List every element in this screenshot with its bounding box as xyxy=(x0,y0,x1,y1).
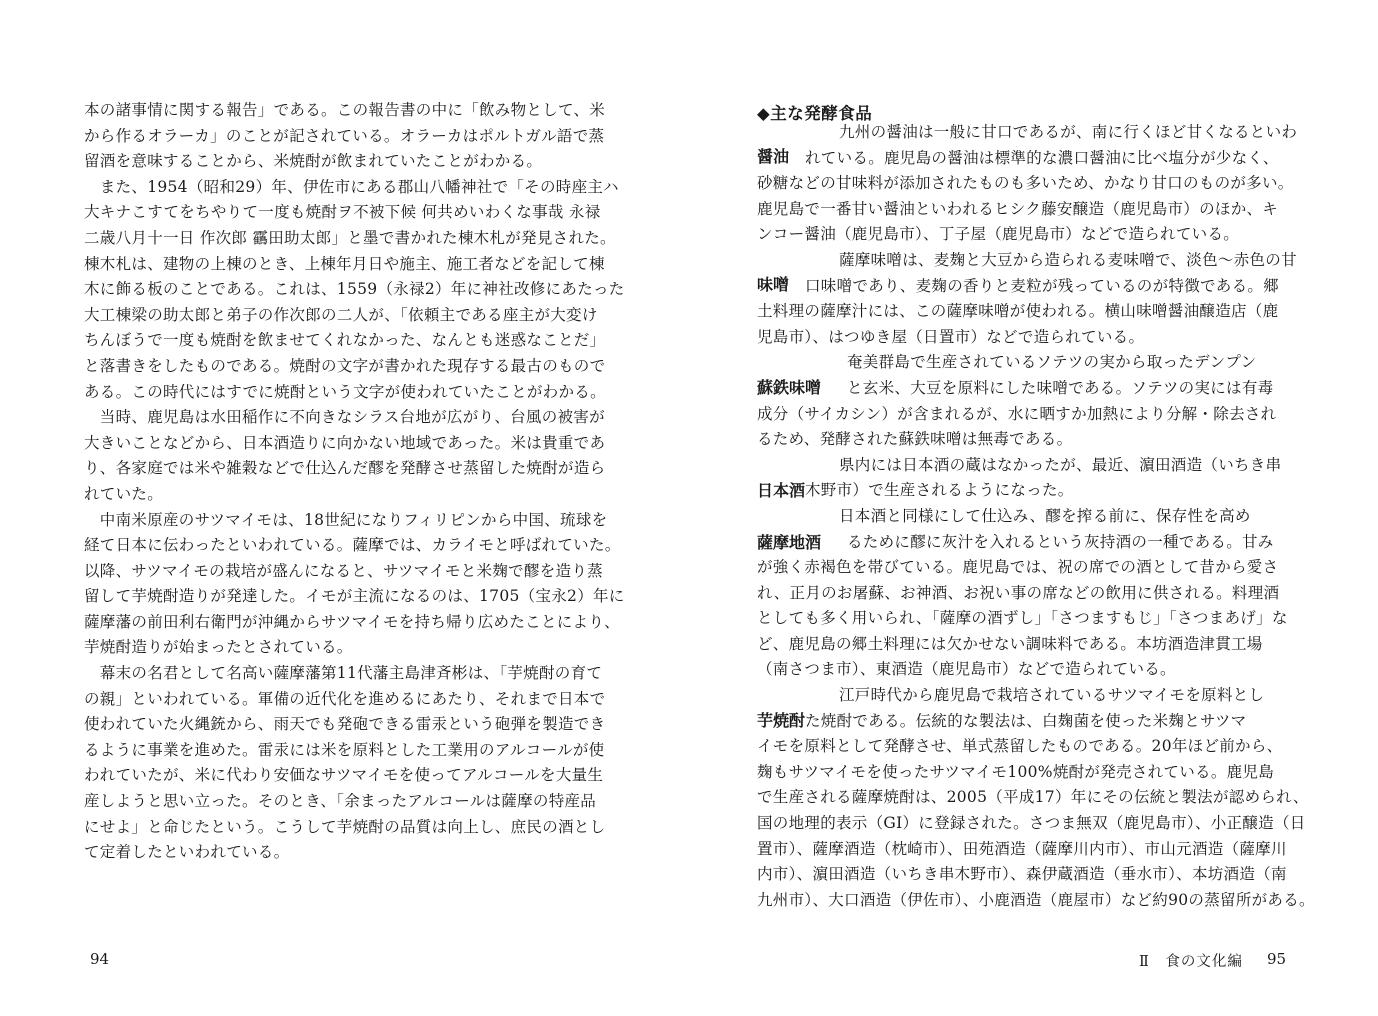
text-line: と落書きをしたものである。焼酎の文字が書かれた現存する最古のもので xyxy=(84,356,606,375)
text-line: 口味噌であり、麦麹の香りと麦粒が残っているのが特徴である。郷 xyxy=(805,276,1280,295)
text-line: 留酒を意味することから、米焼酎が飲まれていたことがわかる。 xyxy=(84,152,543,171)
text-line: 留して芋焼酎造りが発達した。イモが主流になるのは、1705（宝永2）年に xyxy=(84,587,625,606)
text-line: 二歳八月十一日 作次郎 靍田助太郎」と墨で書かれた棟木札が発見された。 xyxy=(84,228,616,247)
term-imo-shochu: 芋焼酎 xyxy=(757,708,805,731)
section-heading: ◆主な発酵食品 xyxy=(757,104,873,123)
text-line: （南さつま市）、東酒造（鹿児島市）などで造られている。 xyxy=(757,660,1176,679)
text-line: 木野市）で生産されるようになった。 xyxy=(805,481,1074,500)
term-shoyu: 醤油 xyxy=(757,144,789,167)
text-line: 産しようと思い立った。そのとき、「余まったアルコールは薩摩の特産品 xyxy=(84,792,597,811)
text-line: としても多く用いられ、「薩摩の酒ずし」「さつますもじ」「さつまあげ」な xyxy=(757,609,1288,628)
text-line: 砂糖などの甘味料が添加されたものも多いため、かなり甘口のものが多い。 xyxy=(757,174,1294,193)
text-line: 成分（サイカシン）が含まれるが、水に晒すか加熱により分解・除去され xyxy=(757,404,1277,423)
page-number: 95 xyxy=(1267,950,1287,968)
text-line: 芋焼酎造りが始まったとされている。 xyxy=(84,638,353,657)
text-line: 以降、サツマイモの栽培が盛んになると、サツマイモと米麹で醪を造り蒸 xyxy=(84,561,603,580)
text-line: ンコー醤油（鹿児島市）、丁子屋（鹿児島市）などで造られている。 xyxy=(757,225,1240,244)
text-line: 使われていた火縄銃から、雨天でも発砲できる雷汞という砲弾を製造でき xyxy=(84,715,606,734)
text-line: 奄美群島で生産されているソテツの実から取ったデンプン xyxy=(847,353,1257,372)
right-page xyxy=(689,0,1378,1016)
running-head: Ⅱ 食の文化編 xyxy=(1139,954,1243,970)
text-line: 日本酒と同様にして仕込み、醪を搾る前に、保存性を高め xyxy=(839,506,1251,525)
text-line: り、各家庭では米や雑穀などで仕込んだ醪を発酵させ蒸留した焼酎が造ら xyxy=(84,459,606,478)
term-miso: 味噌 xyxy=(757,272,789,295)
text-line: ちんぼうで一度も焼酎を飲ませてくれなかった、なんとも迷惑なことだ」 xyxy=(84,331,606,350)
page-number: 94 xyxy=(90,950,110,968)
term-nihonshu: 日本酒 xyxy=(757,478,805,501)
text-line: 当時、鹿児島は水田稲作に不向きなシラス台地が広がり、台風の被害が xyxy=(84,408,605,427)
text-line: ど、鹿児島の郷土料理には欠かせない調味料である。本坊酒造津貫工場 xyxy=(757,634,1263,653)
text-line: 幕末の名君として名高い薩摩藩第11代藩主島津斉彬は、「芋焼酎の育て xyxy=(84,664,603,683)
text-line: が強く赤褐色を帯びている。鹿児島では、祝の席での酒として昔から愛さ xyxy=(757,558,1279,577)
text-line: ある。この時代にはすでに焼酎という文字が使われていたことがわかる。 xyxy=(84,382,606,401)
text-line: 薩摩藩の前田利右衛門が沖縄からサツマイモを持ち帰り広めたことにより、 xyxy=(84,612,620,631)
text-line: われていたが、米に代わり安価なサツマイモを使ってアルコールを大量生 xyxy=(84,766,604,785)
text-line: イモを原料として発酵させ、単式蒸留したものである。20年ほど前から、 xyxy=(757,737,1283,756)
text-line: にせよ」と命じたという。こうして芋焼酎の品質は向上し、庶民の酒とし xyxy=(84,817,606,836)
text-line: るように事業を進めた。雷汞には米を原料とした工業用のアルコールが使 xyxy=(84,740,605,759)
text-line: 九州の醤油は一般に甘口であるが、南に行くほど甘くなるといわ xyxy=(839,123,1298,141)
text-line: 内市）、濵田酒造（いちき串木野市）、森伊蔵酒造（垂水市）、本坊酒造（南 xyxy=(757,865,1287,884)
text-line: 木に飾る板のことである。これは、1559（永禄2）年に神社改修にあたった xyxy=(84,280,625,299)
text-line: 棟木札は、建物の上棟のとき、上棟年月日や施主、施工者などを記して棟 xyxy=(84,254,605,273)
text-line: 置市）、薩摩酒造（枕崎市）、田苑酒造（薩摩川内市）、市山元酒造（薩摩川 xyxy=(757,839,1287,858)
text-line: 中南米原産のサツマイモは、18世紀になりフィリピンから中国、琉球を xyxy=(84,510,608,529)
term-sotetsu-miso: 蘇鉄味噌 xyxy=(757,375,821,398)
text-line: 麹もサツマイモを使ったサツマイモ100%焼酎が発売されている。鹿児島 xyxy=(757,762,1275,781)
term-satsuma-jizake: 薩摩地酒 xyxy=(757,530,821,553)
text-line: と玄米、大豆を原料にした味噌である。ソテツの実には有毒 xyxy=(847,378,1274,397)
text-line: また、1954（昭和29）年、伊佐市にある郡山八幡神社で「その時座主ハ xyxy=(84,177,619,196)
right-body-text xyxy=(757,120,1317,913)
text-line: 大工棟梁の助太郎と弟子の作次郎の二人が、「依頼主である座主が大変け xyxy=(84,305,598,324)
text-line: 薩摩味噌は、麦麹と大豆から造られる麦味噌で、淡色〜赤色の甘 xyxy=(839,250,1297,269)
text-line: れていた。 xyxy=(84,484,164,503)
text-line: 大きいことなどから、日本酒造りに向かない地域であった。米は貴重であ xyxy=(84,433,606,452)
text-line: 江戸時代から鹿児島で栽培されているサツマイモを原料とし xyxy=(839,686,1265,705)
text-line: 土料理の薩摩汁には、この薩摩味噌が使われる。横山味噌醤油醸造店（鹿 xyxy=(757,302,1279,321)
text-line: 県内には日本酒の蔵はなかったが、最近、濵田酒造（いちき串 xyxy=(839,455,1282,474)
text-line: 九州市）、大口酒造（伊佐市）、小鹿酒造（鹿屋市）など約90の蒸留所がある。 xyxy=(757,890,1315,909)
text-line: 大キナこすてをちやりて一度も焼酎ヲ不被下候 何共めいわくな事哉 永禄 xyxy=(84,203,601,222)
text-line: 児島市）、はつゆき屋（日置市）などで造られている。 xyxy=(757,327,1145,346)
text-line: で生産される薩摩焼酎は、2005（平成17）年にその伝統と製法が認められ、 xyxy=(757,788,1309,807)
text-line: るために醪に灰汁を入れるという灰持酒の一種である。甘み xyxy=(847,532,1274,551)
text-line: れている。鹿児島の醤油は標準的な濃口醤油に比べ塩分が少なく、 xyxy=(805,148,1279,167)
text-line: 本の諸事情に関する報告」である。この報告書の中に「飲み物として、米 xyxy=(84,101,606,119)
text-line: 鹿児島で一番甘い醤油といわれるヒシク藤安醸造（鹿児島市）のほか、キ xyxy=(757,199,1279,218)
text-line: から作るオラーカ」のことが記されている。オラーカはポルトガル語で蒸 xyxy=(84,126,605,145)
text-line: るため、発酵された蘇鉄味噌は無毒である。 xyxy=(757,430,1073,449)
text-line: れ、正月のお屠蘇、お神酒、お祝い事の席などの飲用に供される。料理酒 xyxy=(757,583,1280,602)
text-line: て定着したといわれている。 xyxy=(84,843,290,862)
text-line: の親」といわれている。軍備の近代化を進めるにあたり、それまで日本で xyxy=(84,689,606,708)
left-body-text xyxy=(84,98,629,866)
text-line: 経て日本に伝わったといわれている。薩摩では、カライモと呼ばれていた。 xyxy=(84,536,621,555)
text-line: 国の地理的表示（GI）に登録された。さつま無双（鹿児島市）、小正醸造（日 xyxy=(757,814,1306,833)
text-line: た焼酎である。伝統的な製法は、白麹菌を使った米麹とサツマ xyxy=(805,711,1247,730)
